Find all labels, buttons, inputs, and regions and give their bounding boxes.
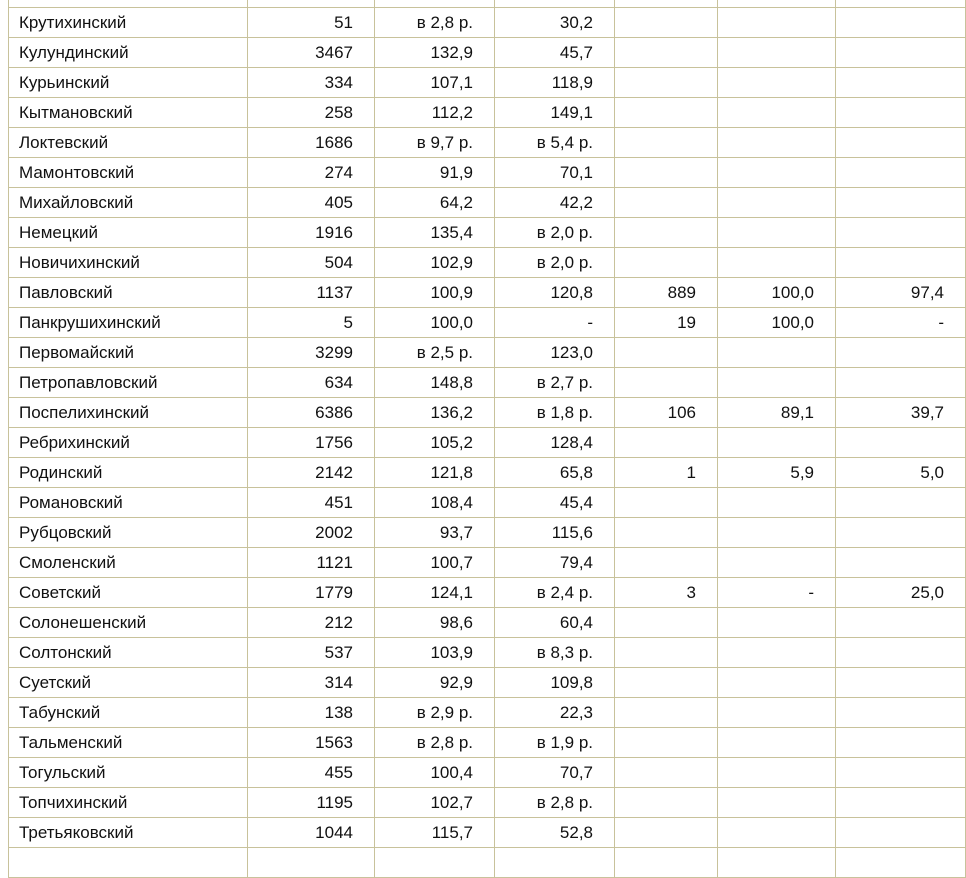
- value-cell-1: [248, 0, 375, 8]
- value-cell-1: 274: [248, 158, 375, 188]
- district-cell: Топчихинский: [9, 788, 248, 818]
- value-cell-1: [248, 848, 375, 878]
- value-cell-6: [836, 128, 966, 158]
- value-cell-3: 128,4: [495, 428, 615, 458]
- table-row: [9, 818, 966, 848]
- district-cell: Третьяковский: [9, 818, 248, 848]
- value-cell-3: [495, 0, 615, 8]
- table-row: [9, 8, 966, 38]
- district-cell: [9, 848, 248, 878]
- value-cell-5: [718, 728, 836, 758]
- value-cell-1: 2142: [248, 458, 375, 488]
- value-cell-3: в 8,3 р.: [495, 638, 615, 668]
- table-row: [9, 398, 966, 428]
- value-cell-6: [836, 488, 966, 518]
- value-cell-1: 405: [248, 188, 375, 218]
- value-cell-3: в 1,8 р.: [495, 398, 615, 428]
- value-cell-6: 39,7: [836, 398, 966, 428]
- value-cell-6: [836, 98, 966, 128]
- value-cell-5: [718, 668, 836, 698]
- value-cell-2: 108,4: [375, 488, 495, 518]
- value-cell-4: [615, 488, 718, 518]
- value-cell-5: [718, 218, 836, 248]
- value-cell-6: -: [836, 308, 966, 338]
- value-cell-5: [718, 368, 836, 398]
- value-cell-3: 120,8: [495, 278, 615, 308]
- table-row: [9, 518, 966, 548]
- value-cell-5: [718, 98, 836, 128]
- value-cell-5: [718, 698, 836, 728]
- value-cell-1: 634: [248, 368, 375, 398]
- district-cell: Михайловский: [9, 188, 248, 218]
- value-cell-1: 2002: [248, 518, 375, 548]
- district-cell: Панкрушихинский: [9, 308, 248, 338]
- value-cell-2: 93,7: [375, 518, 495, 548]
- value-cell-5: [718, 8, 836, 38]
- value-cell-6: [836, 428, 966, 458]
- value-cell-2: в 2,8 р.: [375, 8, 495, 38]
- table-container: [8, 0, 966, 878]
- value-cell-5: [718, 548, 836, 578]
- value-cell-6: [836, 608, 966, 638]
- district-cell: Курьинский: [9, 68, 248, 98]
- value-cell-1: 451: [248, 488, 375, 518]
- value-cell-1: 1137: [248, 278, 375, 308]
- value-cell-2: в 2,9 р.: [375, 698, 495, 728]
- table-row: [9, 68, 966, 98]
- value-cell-2: 100,4: [375, 758, 495, 788]
- value-cell-1: 1756: [248, 428, 375, 458]
- district-cell: Советский: [9, 578, 248, 608]
- value-cell-3: 45,4: [495, 488, 615, 518]
- value-cell-3: 70,1: [495, 158, 615, 188]
- table-row: [9, 248, 966, 278]
- table-row: [9, 188, 966, 218]
- value-cell-2: в 9,7 р.: [375, 128, 495, 158]
- value-cell-6: [836, 638, 966, 668]
- value-cell-3: 123,0: [495, 338, 615, 368]
- value-cell-2: 102,9: [375, 248, 495, 278]
- value-cell-1: 1916: [248, 218, 375, 248]
- value-cell-5: [718, 68, 836, 98]
- value-cell-5: [718, 608, 836, 638]
- value-cell-2: 92,9: [375, 668, 495, 698]
- district-cell: Табунский: [9, 698, 248, 728]
- value-cell-4: [615, 158, 718, 188]
- value-cell-4: 889: [615, 278, 718, 308]
- value-cell-5: [718, 128, 836, 158]
- value-cell-3: в 2,0 р.: [495, 218, 615, 248]
- value-cell-2: [375, 848, 495, 878]
- value-cell-3: 42,2: [495, 188, 615, 218]
- value-cell-6: [836, 368, 966, 398]
- value-cell-5: [718, 248, 836, 278]
- district-cell: Рубцовский: [9, 518, 248, 548]
- value-cell-4: [615, 548, 718, 578]
- value-cell-2: [375, 0, 495, 8]
- value-cell-1: 1563: [248, 728, 375, 758]
- value-cell-5: 89,1: [718, 398, 836, 428]
- value-cell-4: 3: [615, 578, 718, 608]
- value-cell-2: 136,2: [375, 398, 495, 428]
- value-cell-3: 22,3: [495, 698, 615, 728]
- value-cell-6: [836, 218, 966, 248]
- district-cell: Новичихинский: [9, 248, 248, 278]
- value-cell-4: [615, 668, 718, 698]
- value-cell-4: [615, 518, 718, 548]
- value-cell-5: [718, 188, 836, 218]
- table-row: [9, 698, 966, 728]
- value-cell-2: 135,4: [375, 218, 495, 248]
- value-cell-4: [615, 848, 718, 878]
- value-cell-3: 52,8: [495, 818, 615, 848]
- value-cell-6: 97,4: [836, 278, 966, 308]
- value-cell-2: 112,2: [375, 98, 495, 128]
- district-cell: Тальменский: [9, 728, 248, 758]
- value-cell-2: 64,2: [375, 188, 495, 218]
- table-row: [9, 338, 966, 368]
- district-cell: Немецкий: [9, 218, 248, 248]
- table-row: [9, 128, 966, 158]
- value-cell-2: 100,0: [375, 308, 495, 338]
- value-cell-2: 148,8: [375, 368, 495, 398]
- value-cell-4: [615, 8, 718, 38]
- value-cell-6: [836, 758, 966, 788]
- value-cell-1: 334: [248, 68, 375, 98]
- value-cell-1: 1195: [248, 788, 375, 818]
- value-cell-4: [615, 728, 718, 758]
- table-row: [9, 0, 966, 8]
- value-cell-3: 65,8: [495, 458, 615, 488]
- value-cell-5: -: [718, 578, 836, 608]
- value-cell-5: [718, 818, 836, 848]
- value-cell-3: в 2,8 р.: [495, 788, 615, 818]
- value-cell-2: в 2,5 р.: [375, 338, 495, 368]
- district-cell: Крутихинский: [9, 8, 248, 38]
- value-cell-4: [615, 38, 718, 68]
- value-cell-2: 105,2: [375, 428, 495, 458]
- district-cell: Павловский: [9, 278, 248, 308]
- value-cell-2: в 2,8 р.: [375, 728, 495, 758]
- value-cell-4: [615, 128, 718, 158]
- value-cell-1: 212: [248, 608, 375, 638]
- district-cell: Мамонтовский: [9, 158, 248, 188]
- value-cell-1: 537: [248, 638, 375, 668]
- value-cell-3: [495, 848, 615, 878]
- value-cell-3: в 2,4 р.: [495, 578, 615, 608]
- value-cell-1: 6386: [248, 398, 375, 428]
- value-cell-5: [718, 158, 836, 188]
- table-row: [9, 638, 966, 668]
- value-cell-6: [836, 848, 966, 878]
- value-cell-3: 118,9: [495, 68, 615, 98]
- table-row: [9, 218, 966, 248]
- value-cell-4: [615, 818, 718, 848]
- district-cell: Кулундинский: [9, 38, 248, 68]
- value-cell-2: 124,1: [375, 578, 495, 608]
- value-cell-6: [836, 818, 966, 848]
- table-row: [9, 728, 966, 758]
- district-cell: Первомайский: [9, 338, 248, 368]
- value-cell-5: 5,9: [718, 458, 836, 488]
- table-row: [9, 578, 966, 608]
- value-cell-3: 30,2: [495, 8, 615, 38]
- district-cell: Поспелихинский: [9, 398, 248, 428]
- value-cell-1: 504: [248, 248, 375, 278]
- value-cell-1: 5: [248, 308, 375, 338]
- value-cell-4: [615, 68, 718, 98]
- value-cell-4: [615, 428, 718, 458]
- value-cell-1: 314: [248, 668, 375, 698]
- value-cell-4: [615, 218, 718, 248]
- value-cell-5: [718, 428, 836, 458]
- table-row: [9, 788, 966, 818]
- value-cell-3: в 2,0 р.: [495, 248, 615, 278]
- district-cell: Романовский: [9, 488, 248, 518]
- table-row: [9, 308, 966, 338]
- table-row: [9, 278, 966, 308]
- value-cell-3: 60,4: [495, 608, 615, 638]
- value-cell-6: [836, 68, 966, 98]
- district-cell: Ребрихинский: [9, 428, 248, 458]
- value-cell-2: 121,8: [375, 458, 495, 488]
- value-cell-6: [836, 698, 966, 728]
- value-cell-4: [615, 758, 718, 788]
- value-cell-5: [718, 848, 836, 878]
- value-cell-1: 1044: [248, 818, 375, 848]
- value-cell-4: [615, 0, 718, 8]
- value-cell-4: [615, 698, 718, 728]
- value-cell-1: 1686: [248, 128, 375, 158]
- value-cell-1: 258: [248, 98, 375, 128]
- value-cell-3: в 5,4 р.: [495, 128, 615, 158]
- value-cell-3: 115,6: [495, 518, 615, 548]
- value-cell-4: 106: [615, 398, 718, 428]
- value-cell-5: [718, 38, 836, 68]
- value-cell-2: 132,9: [375, 38, 495, 68]
- value-cell-4: [615, 338, 718, 368]
- value-cell-6: [836, 518, 966, 548]
- value-cell-3: 109,8: [495, 668, 615, 698]
- table-row: [9, 548, 966, 578]
- value-cell-4: [615, 248, 718, 278]
- value-cell-5: [718, 638, 836, 668]
- table-row: [9, 488, 966, 518]
- district-cell: Тогульский: [9, 758, 248, 788]
- district-cell: Суетский: [9, 668, 248, 698]
- value-cell-6: 25,0: [836, 578, 966, 608]
- value-cell-5: [718, 338, 836, 368]
- district-cell: Солонешенский: [9, 608, 248, 638]
- value-cell-6: [836, 8, 966, 38]
- value-cell-6: [836, 38, 966, 68]
- value-cell-2: 115,7: [375, 818, 495, 848]
- value-cell-4: 19: [615, 308, 718, 338]
- value-cell-4: [615, 638, 718, 668]
- value-cell-4: [615, 188, 718, 218]
- value-cell-2: 91,9: [375, 158, 495, 188]
- table-row: [9, 368, 966, 398]
- value-cell-4: [615, 608, 718, 638]
- district-cell: Кытмановский: [9, 98, 248, 128]
- value-cell-5: [718, 518, 836, 548]
- value-cell-1: 1779: [248, 578, 375, 608]
- table-row: [9, 158, 966, 188]
- table-body: [9, 0, 966, 878]
- district-cell: Солтонский: [9, 638, 248, 668]
- value-cell-6: [836, 188, 966, 218]
- value-cell-6: [836, 788, 966, 818]
- table-row: [9, 458, 966, 488]
- value-cell-3: в 2,7 р.: [495, 368, 615, 398]
- value-cell-6: [836, 158, 966, 188]
- district-cell: Петропавловский: [9, 368, 248, 398]
- value-cell-5: [718, 788, 836, 818]
- value-cell-3: в 1,9 р.: [495, 728, 615, 758]
- value-cell-5: [718, 0, 836, 8]
- value-cell-2: 103,9: [375, 638, 495, 668]
- table-row: [9, 428, 966, 458]
- value-cell-2: 107,1: [375, 68, 495, 98]
- value-cell-2: 100,7: [375, 548, 495, 578]
- value-cell-4: [615, 368, 718, 398]
- value-cell-1: 3299: [248, 338, 375, 368]
- value-cell-2: 98,6: [375, 608, 495, 638]
- table-row: [9, 758, 966, 788]
- value-cell-6: [836, 248, 966, 278]
- value-cell-2: 100,9: [375, 278, 495, 308]
- value-cell-4: 1: [615, 458, 718, 488]
- value-cell-1: 1121: [248, 548, 375, 578]
- value-cell-6: [836, 668, 966, 698]
- district-cell: Локтевский: [9, 128, 248, 158]
- value-cell-1: 455: [248, 758, 375, 788]
- table-row: [9, 38, 966, 68]
- value-cell-4: [615, 98, 718, 128]
- value-cell-6: 5,0: [836, 458, 966, 488]
- value-cell-5: [718, 488, 836, 518]
- value-cell-6: [836, 728, 966, 758]
- value-cell-3: 70,7: [495, 758, 615, 788]
- table-row: [9, 608, 966, 638]
- table-row: [9, 848, 966, 878]
- value-cell-3: 79,4: [495, 548, 615, 578]
- value-cell-1: 51: [248, 8, 375, 38]
- value-cell-6: [836, 338, 966, 368]
- district-cell: Родинский: [9, 458, 248, 488]
- value-cell-4: [615, 788, 718, 818]
- district-cell: Смоленский: [9, 548, 248, 578]
- table-row: [9, 668, 966, 698]
- value-cell-1: 3467: [248, 38, 375, 68]
- value-cell-1: 138: [248, 698, 375, 728]
- value-cell-6: [836, 0, 966, 8]
- value-cell-2: 102,7: [375, 788, 495, 818]
- district-cell: [9, 0, 248, 8]
- value-cell-3: 149,1: [495, 98, 615, 128]
- value-cell-5: 100,0: [718, 308, 836, 338]
- value-cell-3: -: [495, 308, 615, 338]
- value-cell-5: [718, 758, 836, 788]
- value-cell-5: 100,0: [718, 278, 836, 308]
- table-row: [9, 98, 966, 128]
- data-table: [8, 0, 966, 878]
- value-cell-6: [836, 548, 966, 578]
- value-cell-3: 45,7: [495, 38, 615, 68]
